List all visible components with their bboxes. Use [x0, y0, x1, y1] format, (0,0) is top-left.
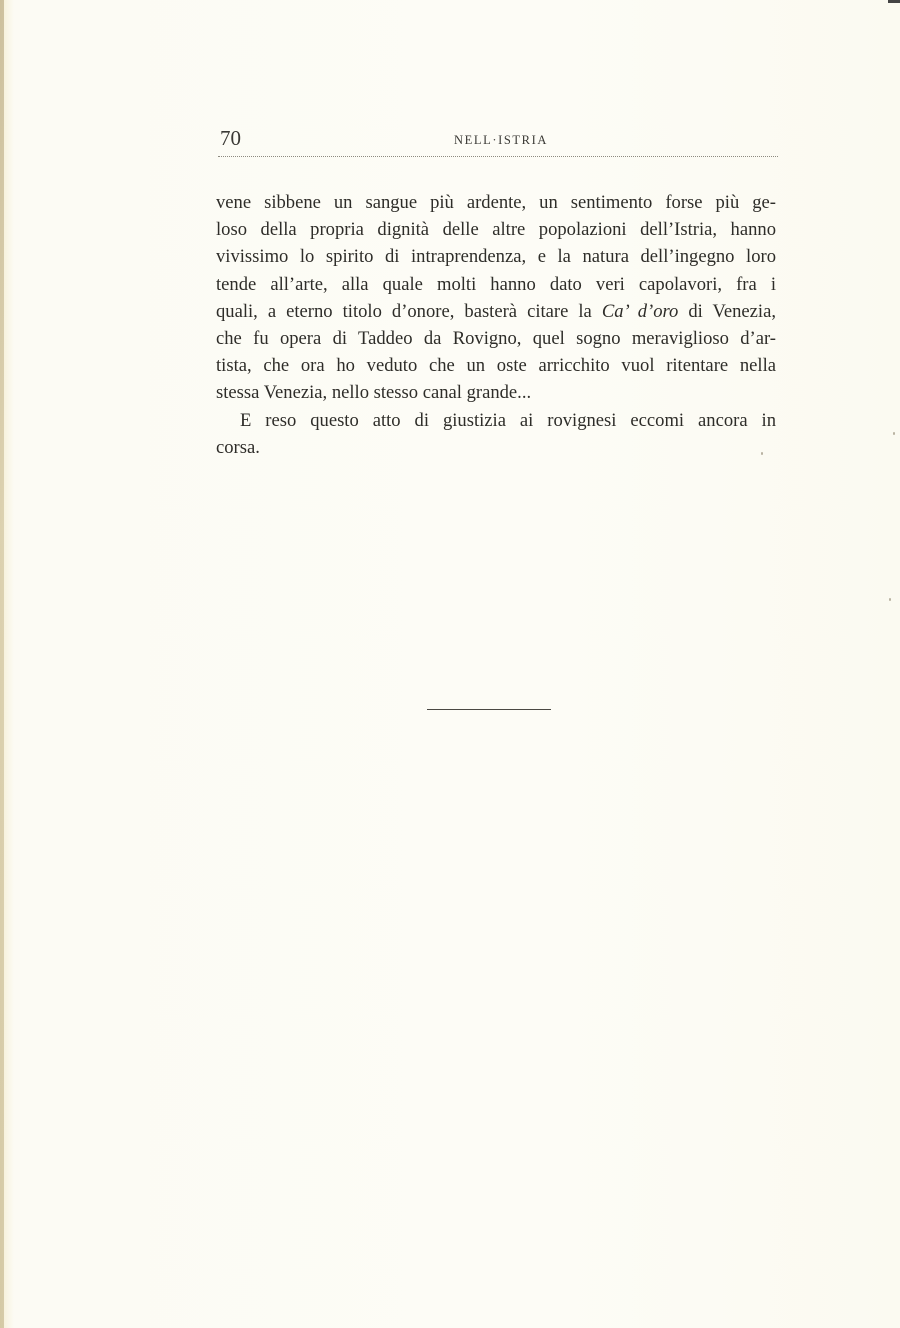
- text-segment: quali, a eterno titolo d’onore, basterà citare la: [216, 300, 592, 322]
- running-title: NELL·ISTRIA: [454, 133, 548, 147]
- page-corner-mark: [888, 0, 900, 3]
- text-line: E reso questo atto di giustizia ai rovignesi eccomi ancora in: [240, 409, 776, 431]
- text-line: vivissimo lo spirito di intraprendenza, e la natura dell’ingegno loro: [216, 246, 776, 268]
- page-number: 70: [220, 126, 241, 150]
- text-line: tista, che ora ho veduto che un oste arricchito vuol ritentare nella: [216, 355, 776, 377]
- paragraph-2: [216, 407, 776, 461]
- text-line: loso della propria dignità delle altre popolazioni dell’Istria, hanno: [216, 219, 776, 241]
- running-head: [218, 124, 778, 160]
- text-line: corsa.: [216, 436, 260, 458]
- paragraph-1: [216, 189, 776, 407]
- text-line-with-italic: [216, 298, 776, 325]
- italic-title: Ca’ d’oro: [601, 300, 679, 322]
- header-dotted-rule: [218, 156, 778, 157]
- text-line: che fu opera di Taddeo da Rovigno, quel sogno meraviglioso d’ar-: [216, 328, 776, 350]
- text-line: stessa Venezia, nello stesso canal grande...: [216, 382, 532, 404]
- body-text: [216, 189, 776, 461]
- text-segment: di Venezia,: [688, 300, 777, 322]
- page-left-edge: [0, 0, 4, 1328]
- text-line: tende all’arte, alla quale molti hanno dato veri capolavori, fra i: [216, 273, 776, 295]
- paper-speck: [761, 452, 763, 455]
- paper-speck: [893, 432, 895, 435]
- end-rule: [427, 709, 551, 710]
- paper-speck: [889, 598, 891, 601]
- text-line: vene sibbene un sangue più ardente, un sentimento forse più ge-: [216, 192, 776, 213]
